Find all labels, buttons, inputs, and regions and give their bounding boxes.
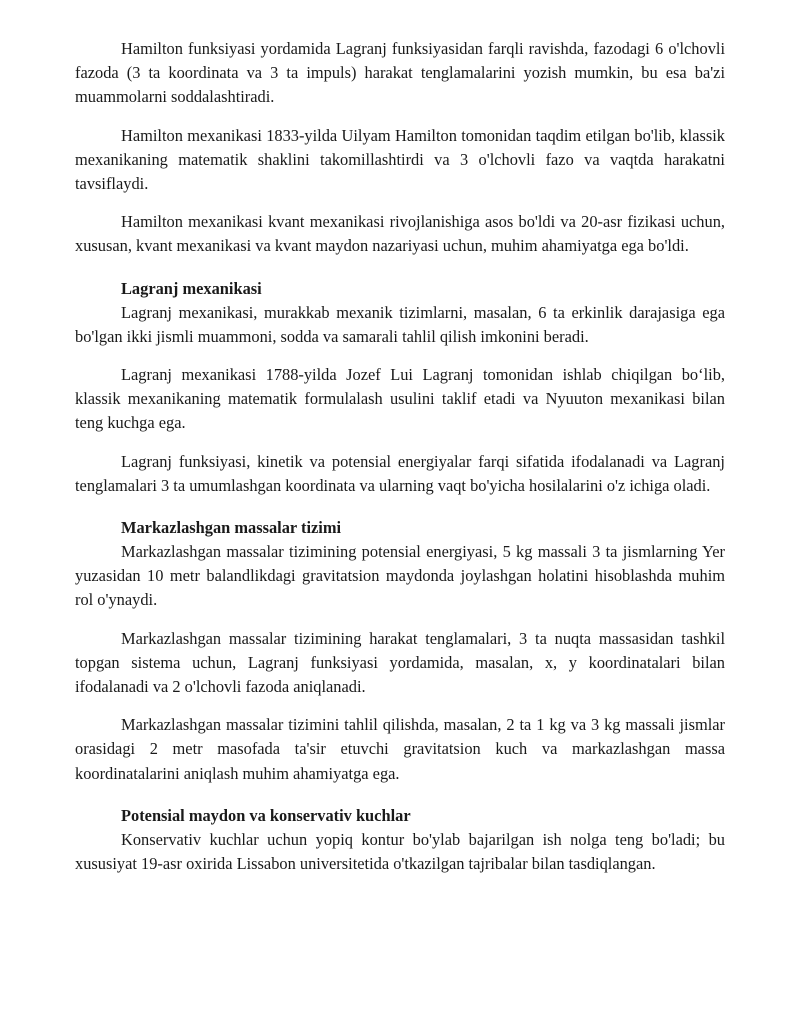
section-heading-lagranj: Lagranj mexanikasi <box>121 278 262 298</box>
paragraph-markaz-potential: Markazlashgan massalar tizimining potensial energiyasi, 5 kg massali 3 ta jismlarning Yer yuzasidan 10 metr balandlikdagi gravitatsion maydonda joylashgan holatini hisoblashda muhim rol o'ynaydi. <box>75 542 725 610</box>
paragraph-hamilton-history: Hamilton mexanikasi 1833-yilda Uilyam Hamilton tomonidan taqdim etilgan bo'lib, klassik mexanikaning matematik shaklini takomillashtirdi va 3 o'lchovli fazo va vaqtda harakatni tavsiflaydi. <box>75 125 725 194</box>
paragraph-lagranj-history: Lagranj mexanikasi 1788-yilda Jozef Lui Lagranj tomonidan ishlab chiqilgan bo‘lib, klassik mexanikaning matematik formulalash usulini taklif etadi va Nyuuton mexanikasi bilan teng kuchga ega. <box>75 365 725 433</box>
paragraph-markaz-motion: Markazlashgan massalar tizimining harakat tenglamalari, 3 ta nuqta massasidan tashkil topgan sistema uchun, Lagranj funksiyasi yordamida, masalan, x, y koordinatalari bilan ifodalanadi va 2 o'lchovli fazoda aniqlanadi. <box>75 628 725 697</box>
paragraph-lagranj-function: Lagranj funksiyasi, kinetik va potensial energiyalar farqi sifatida ifodalanadi va Lagranj tenglamalari 3 ta umumlashgan koordinata va ularning vaqt bo'yicha hosilalarini o'z ichiga oladi. <box>75 451 725 495</box>
paragraph-potensial-conservative: Konservativ kuchlar uchun yopiq kontur bo'ylab bajarilgan ish nolga teng bo'ladi; bu xususiyat 19-asr oxirida Lissabon universitetida o'tkazilgan tajribalar bilan tasdiqlangan. <box>75 829 725 874</box>
paragraph-hamilton-function: Hamilton funksiyasi yordamida Lagranj funksiyasidan farqli ravishda, fazodagi 6 o'lchovli fazoda (3 ta koordinata va 3 ta impuls) harakat tenglamalarini yozish mumkin, bu esa ba'zi muammolarni soddalashtiradi. <box>75 39 725 107</box>
paragraph-markaz-analysis: Markazlashgan massalar tizimini tahlil qilishda, masalan, 2 ta 1 kg va 3 kg massali jismlar orasidagi 2 metr masofada ta'sir etuvchi gravitatsion kuch va markazlashgan massa koordinatalarini aniqlash muhim ahamiyatga ega. <box>75 715 725 783</box>
section-heading-potensial: Potensial maydon va konservativ kuchlar <box>121 805 411 825</box>
section-heading-markaz: Markazlashgan massalar tizimi <box>121 518 342 538</box>
paragraph-hamilton-quantum: Hamilton mexanikasi kvant mexanikasi rivojlanishiga asos bo'ldi va 20-asr fizikasi uchun, xususan, kvant mexanikasi va kvant maydon nazariyasi uchun, muhim ahamiyatga ega bo'ldi. <box>75 212 725 256</box>
paragraph-lagranj-intro: Lagranj mexanikasi, murakkab mexanik tizimlarni, masalan, 6 ta erkinlik darajasiga ega bo'lgan ikki jismli muammoni, sodda va samarali tahlil qilish imkonini beradi. <box>75 302 725 346</box>
